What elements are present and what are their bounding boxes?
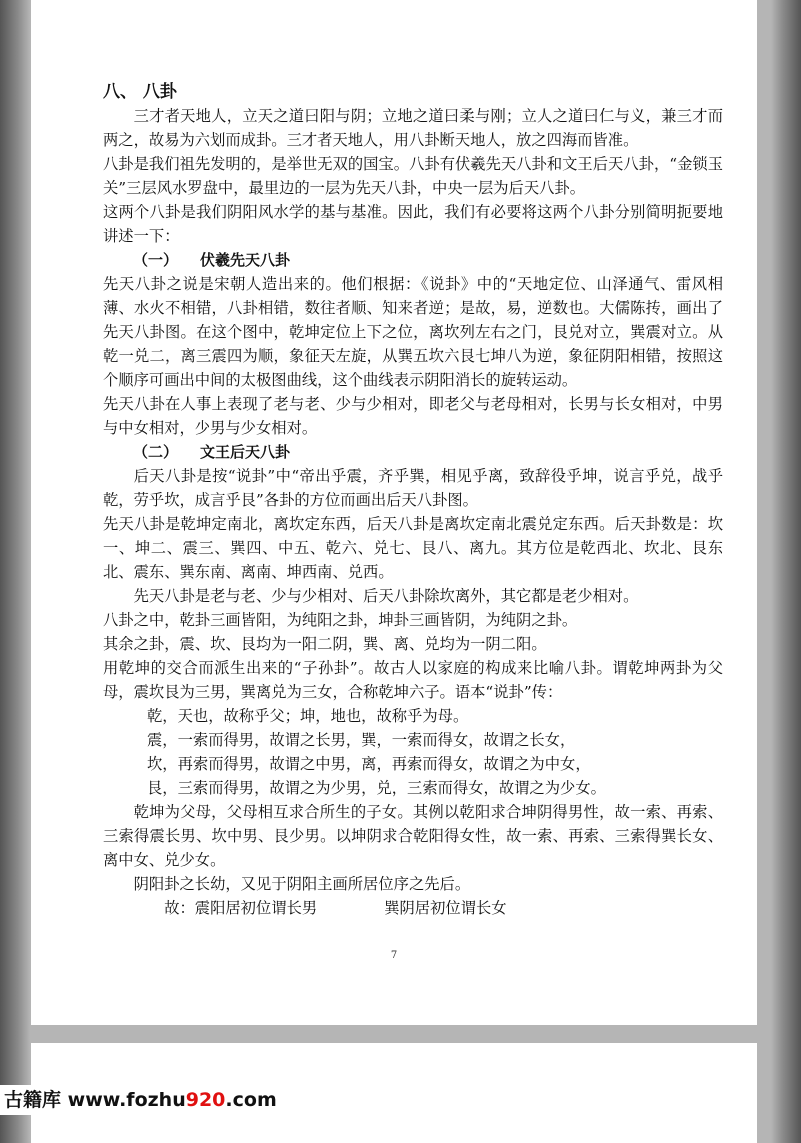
paragraph: 八卦是我们祖先发明的，是举世无双的国宝。八卦有伏羲先天八卦和文王后天八卦，“金锁玉关”三层风水罗盘中，最里边的一层为先天八卦，中央一层为后天八卦。 [103, 155, 723, 197]
paragraph: 后天八卦是按“说卦”中“帝出乎震，齐乎巽，相见乎离，致辞役乎坤，说言乎兑，战乎乾，劳乎坎，成言乎艮”各卦的方位而画出后天八卦图。 [103, 467, 723, 509]
paragraph: 八卦之中，乾卦三画皆阳，为纯阳之卦，坤卦三画皆阴，为纯阴之卦。 [103, 611, 578, 629]
text-span: 巽阴居初位谓长女 [384, 899, 507, 917]
paragraph: 先天八卦之说是宋朝人造出来的。他们根据：《说卦》中的“天地定位、山泽通气、雷风相薄、水火不相错，八卦相错，数往者顺、知来者逆；是故，易，逆数也。大儒陈抟，画出了先天八卦图。在这个图中，乾坤定位上下之位，离坎列左右之门，艮兑对立，巽震对立。从乾一兑二，离三震四为顺，象征天左旋，从巽五坎六艮七坤八为逆，象征阴阳相错，按照这个顺序可画出中间的太极图曲线，这个曲线表示阴阳消长的旋转运动。 [103, 275, 723, 389]
quote-line: 艮，三索而得男，故谓之为少男，兑，三索而得女，故谓之为少女。 [147, 779, 606, 797]
watermark-url-number: 920 [185, 1089, 226, 1111]
quote-line: 震，一索而得男，故谓之长男，巽，一索而得女，故谓之长女， [147, 731, 576, 749]
subheading-title: 文王后天八卦 [200, 443, 291, 461]
document-page [31, 0, 757, 1025]
subheading-number: （一） [133, 251, 179, 269]
page-number: 7 [390, 950, 398, 961]
page-content [103, 80, 723, 920]
quote-line: 乾，天也，故称乎父；坤，地也，故称乎为母。 [147, 707, 469, 725]
subheading-title: 伏羲先天八卦 [200, 251, 291, 269]
quote-line: 坎，再索而得男，故谓之中男，离，再索而得女，故谓之为中女， [147, 755, 591, 773]
watermark-url-suffix: .com [225, 1089, 277, 1111]
paragraph: 先天八卦是老与老、少与少相对、后天八卦除坎离外，其它都是老少相对。 [133, 587, 639, 605]
paragraph: 三才者天地人，立天之道曰阳与阴；立地之道曰柔与刚；立人之道曰仁与义，兼三才而两之，故易为六划而成卦。三才者天地人，用八卦断天地人，放之四海而皆准。 [103, 107, 723, 149]
paragraph: 阴阳卦之长幼，又见于阴阳主画所居位序之先后。 [133, 875, 471, 893]
paragraph: 先天八卦在人事上表现了老与老、少与少相对，即老父与老母相对，长男与长女相对，中男与中女相对，少男与少女相对。 [103, 395, 723, 437]
watermark-site-name: 古籍库 [4, 1089, 62, 1111]
paragraph: 乾坤为父母，父母相互求合所生的子女。其例以乾阳求合坤阴得男性，故一索、再索、三索得震长男、坎中男、艮少男。以坤阴求合乾阳得女性，故一索、再索、三索得巽长女、离中女、兑少女。 [103, 803, 723, 869]
paragraph [103, 896, 723, 920]
paragraph: 这两个八卦是我们阴阳风水学的基与基准。因此，我们有必要将这两个八卦分别简明扼要地讲述一下： [103, 203, 723, 245]
subheading-number: （二） [133, 443, 179, 461]
watermark-url-prefix: www.fozhu [67, 1089, 186, 1111]
paragraph: 其余之卦，震、坎、艮均为一阳二阴，巽、离、兑均为一阴二阳。 [103, 635, 547, 653]
subheading-fuxi [103, 248, 723, 272]
section-heading: 八、 八卦 [103, 82, 177, 102]
paragraph: 先天八卦是乾坤定南北，离坎定东西，后天八卦是离坎定南北震兑定东西。后天卦数是：坎一、坤二、震三、巽四、中五、乾六、兑七、艮八、离九。其方位是乾西北、坎北、艮东北、震东、巽东南、离南、坤西南、兑西。 [103, 515, 723, 581]
subheading-wenwang [103, 440, 723, 464]
paragraph: 用乾坤的交合而派生出来的“子孙卦”。故古人以家庭的构成来比喻八卦。谓乾坤两卦为父母，震坎艮为三男，巽离兑为三女，合称乾坤六子。语本“说卦”传： [103, 659, 723, 701]
watermark [0, 1085, 281, 1115]
text-span: 故：震阳居初位谓长男 [164, 899, 318, 917]
